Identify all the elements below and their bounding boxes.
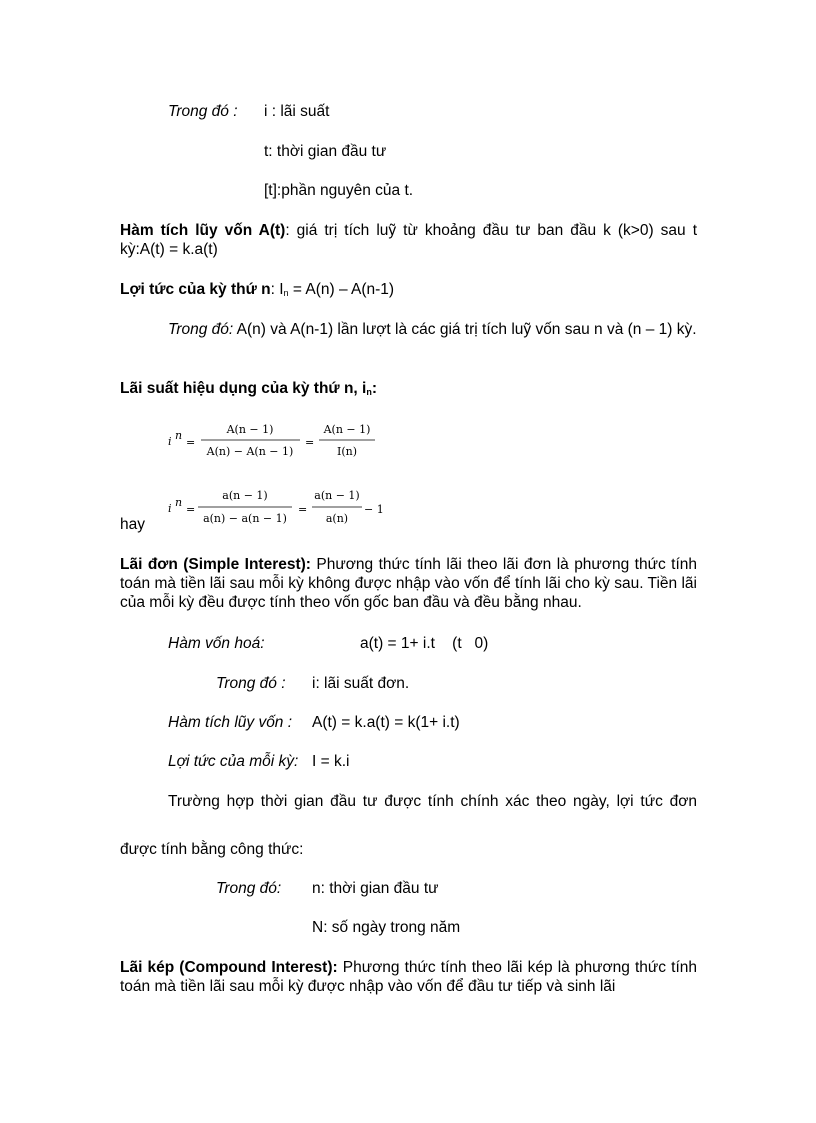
interest-n-colon: : I (270, 281, 284, 298)
effective-rate-colon: : (371, 380, 378, 397)
f2-denominator-1: a(n) − a(n − 1) (203, 512, 287, 525)
f2-numerator-2: a(n − 1) (314, 489, 360, 502)
capitalize-formula: a(t) = 1+ i.t (t 0) (360, 635, 489, 652)
accumulation-paragraph (120, 221, 697, 259)
f1-equals-2: = (305, 436, 315, 449)
def-integer-part: [t]:phần nguyên của t. (264, 182, 414, 199)
capitalize-label: Hàm vốn hoá: (168, 635, 265, 652)
where-label-1: Trong đó : (168, 103, 238, 120)
simple-where-label: Trong đó : (216, 675, 286, 692)
f2-lhs: i (168, 502, 172, 515)
interest-each-label: Lợi tức của mỗi kỳ: (168, 753, 299, 770)
simple-interest-text: Phương thức tính lãi theo lãi đơn là phương thức tính toán mà tiền lãi sau mỗi kỳ không được nhập vào vốn để tính lãi cho kỳ sau. Tiền lãi của mỗi kỳ đều được tính theo vốn gốc ban đầu và đều bằng nhau. (120, 556, 697, 611)
accumulation-title: Hàm tích lũy vốn A(t) (120, 222, 286, 239)
where-an-label: Trong đó: (168, 321, 234, 338)
effective-rate-formula-2 (165, 482, 395, 532)
f1-lhs-sup: n (175, 429, 183, 442)
f1-lhs: i (168, 435, 172, 448)
simple-where-text: i: lãi suất đơn. (312, 675, 410, 692)
where-an-paragraph (120, 320, 697, 339)
compound-interest-text: Phương thức tính theo lãi kép là phương thức tính toán mà tiền lãi sau mỗi kỳ được nhập vào vốn để đầu tư tiếp và sinh lãi (120, 959, 697, 995)
f1-denominator-1: A(n) − A(n − 1) (206, 445, 294, 458)
days-where-n: n: thời gian đầu tư (312, 880, 439, 897)
interest-n-line (120, 281, 394, 299)
interest-n-formula: = A(n) – A(n-1) (288, 281, 395, 298)
days-where-label: Trong đó: (216, 880, 282, 897)
f2-numerator-1: a(n − 1) (222, 489, 268, 502)
f2-tail: − 1 (364, 503, 384, 516)
where-an-text: A(n) và A(n-1) lần lượt là các giá trị tích luỹ vốn sau n và (n – 1) kỳ. (233, 321, 697, 338)
f1-numerator-2: A(n − 1) (323, 423, 371, 436)
accum-fn-label: Hàm tích lũy vốn : (168, 714, 293, 731)
def-interest-rate: i : lãi suất (264, 103, 330, 120)
effective-rate-formula-1 (165, 415, 395, 465)
accum-fn-formula: A(t) = k.a(t) = k(1+ i.t) (312, 714, 460, 731)
compound-interest-title: Lãi kép (Compound Interest): (120, 959, 338, 976)
exact-days-line-2: được tính bằng công thức: (120, 841, 304, 858)
f2-lhs-sup: n (175, 496, 183, 509)
interest-n-title: Lợi tức của kỳ thứ n (120, 281, 271, 298)
accumulation-text: : giá trị tích luỹ từ khoảng đầu tư ban đầu k (k>0) sau t kỳ:A(t) = k.a(t) (120, 222, 697, 258)
f1-equals-1: = (186, 436, 196, 449)
f2-denominator-2: a(n) (325, 512, 349, 525)
effective-rate-subscript: n (366, 387, 372, 397)
days-where-N: N: số ngày trong năm (312, 919, 461, 936)
exact-days-line-1: Trường hợp thời gian đầu tư được tính chính xác theo ngày, lợi tức đơn (168, 793, 697, 810)
interest-each-formula: I = k.i (312, 753, 350, 770)
simple-interest-paragraph (120, 555, 697, 612)
hay-word: hay (120, 516, 145, 533)
f1-numerator-1: A(n − 1) (226, 423, 274, 436)
interest-n-subscript: n (283, 288, 289, 298)
f2-equals-2: = (298, 503, 308, 516)
compound-interest-paragraph (120, 958, 697, 996)
f2-equals-1: = (186, 503, 196, 516)
effective-rate-title: Lãi suất hiệu dụng của kỳ thứ n, i (120, 380, 367, 397)
simple-interest-title: Lãi đơn (Simple Interest): (120, 556, 311, 573)
f1-denominator-2: I(n) (336, 445, 358, 458)
def-time: t: thời gian đầu tư (264, 143, 387, 160)
effective-rate-heading (120, 380, 377, 398)
